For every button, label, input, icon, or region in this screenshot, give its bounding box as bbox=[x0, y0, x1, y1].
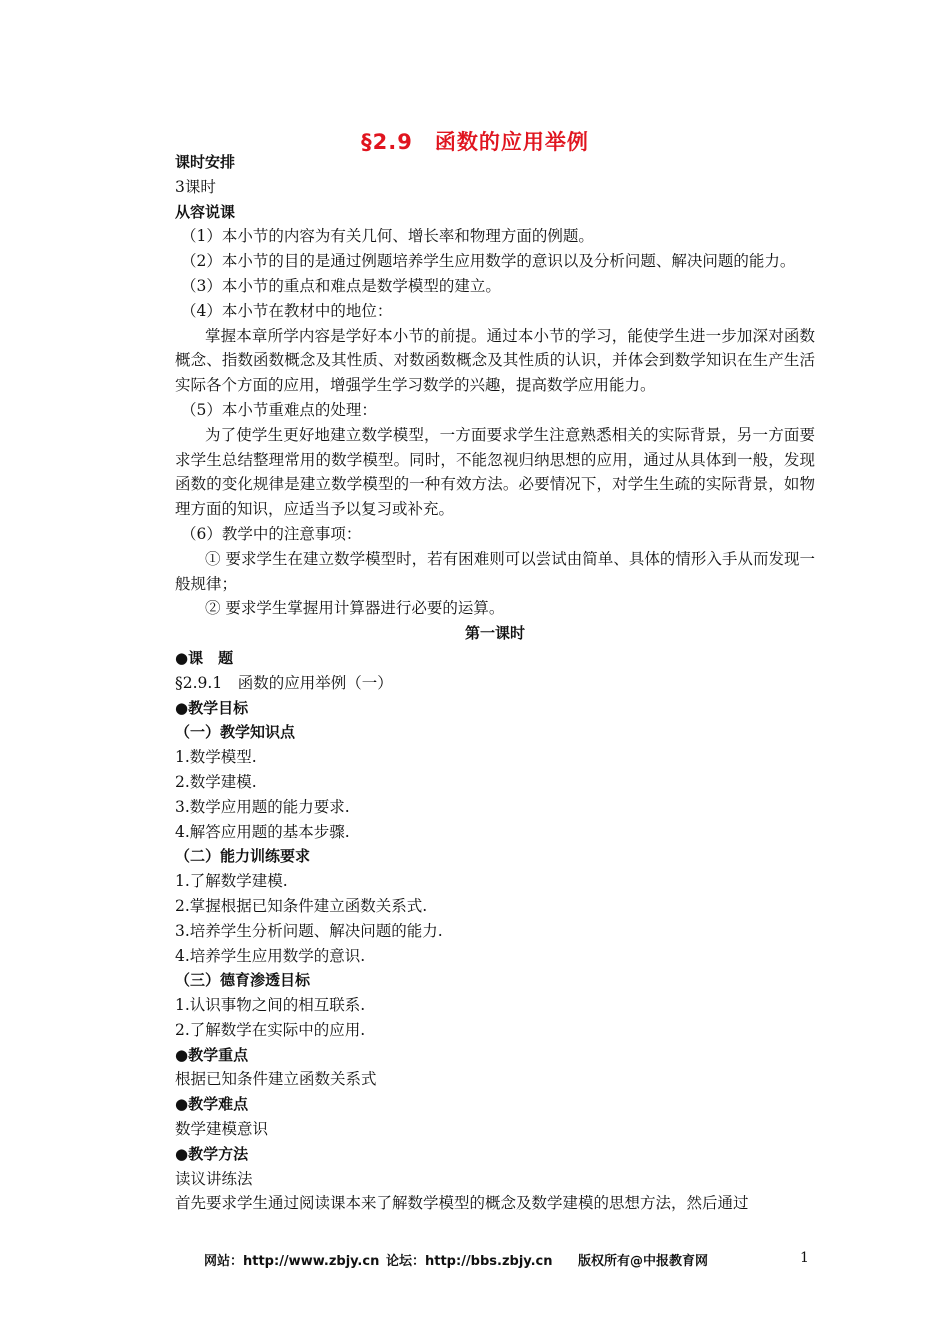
numbered-item: （2）本小节的目的是通过例题培养学生应用数学的意识以及分析问题、解决问题的能力。 bbox=[181, 252, 796, 271]
body-line: §2.9.1 函数的应用举例（一） bbox=[175, 673, 393, 692]
body-line: 3.数学应用题的能力要求. bbox=[175, 797, 350, 816]
lesson-heading: 第一课时 bbox=[464, 624, 525, 643]
body-line: 首先要求学生通过阅读课本来了解数学模型的概念及数学建模的思想方法，然后通过 bbox=[175, 1194, 749, 1213]
section-heading: ●教学重点 bbox=[175, 1045, 249, 1064]
body-paragraph: 为了使学生更好地建立数学模型，一方面要求学生注意熟悉相关的实际背景，另一方面要求学生总结整理常用的数学模型。同时，不能忽视归纳思想的应用，通过从具体到一般，发现函数的变化规律是建立数学模型的一种有效方法。必要情况下，对学生生疏的实际背景，如物理方面的知识，应适当予以复习或补充。 bbox=[175, 425, 815, 519]
body-paragraph: ② 要求学生掌握用计算器进行必要的运算。 bbox=[205, 599, 505, 618]
body-paragraph: ① 要求学生在建立数学模型时，若有困难则可以尝试由简单、具体的情形入手从而发现一般规律； bbox=[175, 549, 815, 593]
section-heading: （一）教学知识点 bbox=[175, 723, 296, 742]
footer-forum: 论坛：http://bbs.zbjy.cn bbox=[386, 1254, 553, 1269]
numbered-item: （3）本小节的重点和难点是数学模型的建立。 bbox=[181, 276, 501, 295]
body-paragraph: 掌握本章所学内容是学好本小节的前提。通过本小节的学习，能使学生进一步加深对函数概念、指数函数概念及其性质、对数函数概念及其性质的认识，并体会到数学知识在生产生活实际各个方面的应用，增强学生学习数学的兴趣，提高数学应用能力。 bbox=[175, 326, 815, 395]
section-heading: ●教学方法 bbox=[175, 1144, 249, 1163]
page-footer bbox=[0, 1250, 950, 1270]
body-line: 3.培养学生分析问题、解决问题的能力. bbox=[175, 921, 443, 940]
numbered-item: （4）本小节在教材中的地位： bbox=[181, 301, 393, 320]
body-line: 1.数学模型. bbox=[175, 748, 257, 767]
body-line: 1.了解数学建模. bbox=[175, 872, 288, 891]
numbered-item: （6）教学中的注意事项： bbox=[181, 524, 362, 543]
body-line: 3课时 bbox=[175, 177, 216, 196]
document-body bbox=[175, 150, 815, 1216]
body-line: 1.认识事物之间的相互联系. bbox=[175, 996, 366, 1015]
numbered-item: （5）本小节重难点的处理： bbox=[181, 400, 377, 419]
body-line: 2.数学建模. bbox=[175, 772, 257, 791]
section-heading: ●教学难点 bbox=[175, 1095, 249, 1114]
section-heading: ●课 题 bbox=[175, 648, 234, 667]
footer-copyright: 版权所有@中报教育网 bbox=[578, 1254, 709, 1269]
body-line: 2.了解数学在实际中的应用. bbox=[175, 1020, 366, 1039]
section-heading: ●教学目标 bbox=[175, 698, 249, 717]
page-number: 1 bbox=[800, 1250, 809, 1266]
numbered-item: （1）本小节的内容为有关几何、增长率和物理方面的例题。 bbox=[181, 227, 594, 246]
body-line: 4.培养学生应用数学的意识. bbox=[175, 946, 366, 965]
section-heading: （二）能力训练要求 bbox=[175, 847, 311, 866]
body-line: 2.掌握根据已知条件建立函数关系式. bbox=[175, 896, 428, 915]
section-heading: 从容说课 bbox=[175, 202, 236, 221]
section-heading: 课时安排 bbox=[175, 153, 236, 171]
document-title: §2.9 函数的应用举例 bbox=[361, 130, 589, 154]
body-line: 数学建模意识 bbox=[175, 1120, 269, 1139]
body-line: 读议讲练法 bbox=[175, 1169, 253, 1188]
body-line: 根据已知条件建立函数关系式 bbox=[175, 1070, 377, 1089]
section-heading: （三）德育渗透目标 bbox=[175, 971, 311, 990]
footer-website: 网站：http://www.zbjy.cn bbox=[204, 1254, 380, 1269]
body-line: 4.解答应用题的基本步骤. bbox=[175, 822, 350, 841]
